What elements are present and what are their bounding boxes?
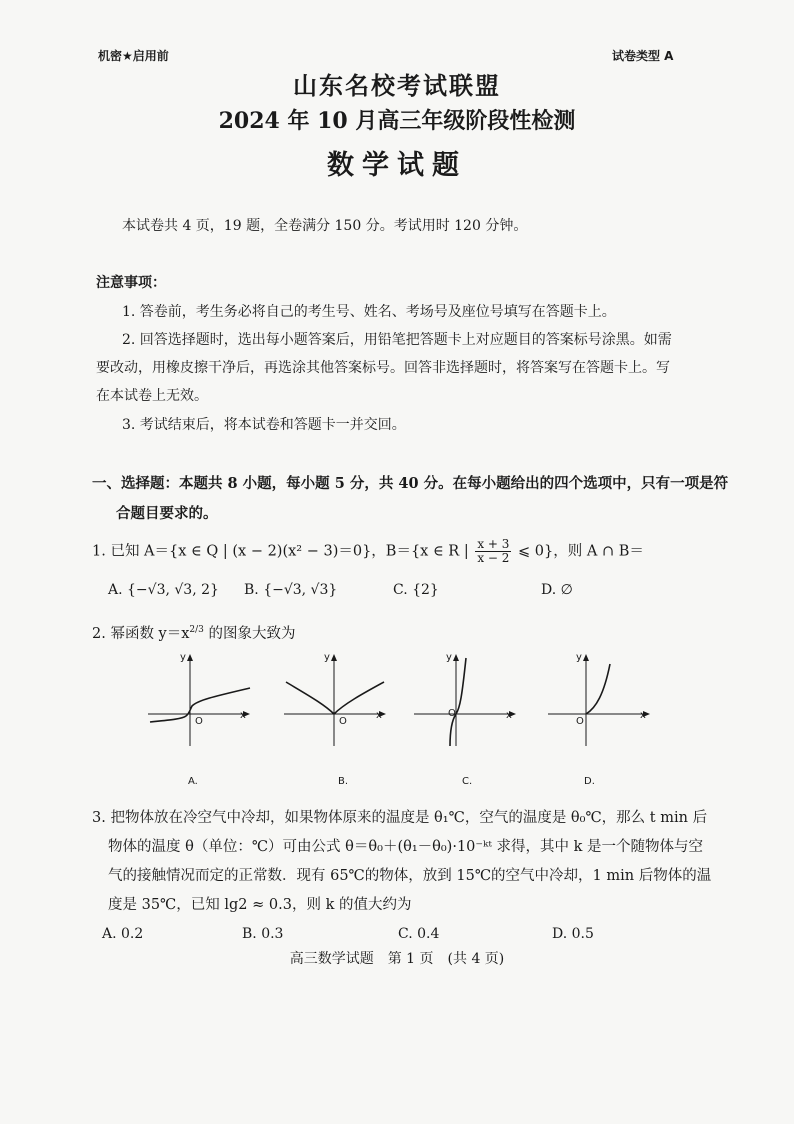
graph-c-y-label: y (446, 652, 452, 663)
q3-option-a: A. 0.2 (102, 926, 144, 942)
graph-a-x-label: x (240, 710, 246, 721)
question-1-fraction (475, 538, 511, 565)
q1-option-b: B. {−√3, √3} (244, 582, 338, 598)
question-2 (92, 622, 296, 643)
question-1 (92, 538, 644, 565)
notice-item-2-line-2: 要改动，用橡皮擦干净后，再选涂其他答案标号。回答非选择题时，将答案写在答题卡上。写 (96, 360, 670, 376)
paper-type-label: 试卷类型 A (612, 49, 674, 63)
exam-org-title: 山东名校考试联盟 (293, 71, 501, 100)
graph-d-y-label: y (576, 652, 582, 663)
graph-c (412, 650, 522, 787)
notice-item-3: 3. 考试结束后，将本试卷和答题卡一并交回。 (122, 417, 406, 433)
graph-c-option-label: C. (462, 776, 473, 787)
graph-d-x-label: x (640, 710, 646, 721)
notice-item-1: 1. 答卷前，考生务必将自己的考生号、姓名、考场号及座位号填写在答题卡上。 (122, 304, 616, 320)
q3-option-b: B. 0.3 (242, 926, 284, 942)
confidential-label: 机密★启用前 (98, 49, 169, 63)
graph-b-y-label: y (324, 652, 330, 663)
fraction-numerator: x + 3 (477, 537, 510, 551)
q1-option-a: A. {−√3, √3, 2} (108, 582, 219, 598)
graph-d-origin: O (576, 716, 584, 727)
question-3-line-3: 气的接触情况而定的正常数．现有 65℃的物体，放到 15℃的空气中冷却，1 min 后物体的温 (108, 868, 712, 884)
q3-option-d: D. 0.5 (552, 926, 594, 942)
exam-date-title: 2024 年 10 月高三年级阶段性检测 (218, 108, 576, 134)
graph-d (546, 650, 656, 787)
graph-d-option-label: D. (584, 776, 595, 787)
q1-option-d: D. ∅ (541, 582, 573, 598)
notice-item-2-line-1: 2. 回答选择题时，选出每小题答案后，用铅笔把答题卡上对应题目的答案标号涂黑。如需 (122, 332, 672, 348)
graph-a-y-label: y (180, 652, 186, 663)
graph-b-origin: O (339, 716, 347, 727)
question-2-exponent: 2/3 (189, 625, 204, 636)
q1-option-c: C. {2} (393, 582, 439, 598)
section-1-heading: 一、选择题：本题共 8 小题，每小题 5 分，共 40 分。在每小题给出的四个选项中，只有一项是符 (92, 475, 729, 492)
question-3-line-1: 3. 把物体放在冷空气中冷却，如果物体原来的温度是 θ₁℃，空气的温度是 θ₀℃，那么 t min 后 (92, 810, 708, 826)
exam-intro: 本试卷共 4 页，19 题，全卷满分 150 分。考试用时 120 分钟。 (122, 218, 528, 234)
graph-c-x-label: x (506, 710, 512, 721)
section-1-heading-cont: 合题目要求的。 (116, 505, 218, 522)
subject-title: 数学试题 (327, 150, 467, 181)
page-footer: 高三数学试题 第 1 页 (共 4 页) (289, 951, 505, 967)
graph-a-origin: O (195, 716, 203, 727)
question-1-prefix: 1. 已知 A＝{x ∈ Q | (x − 2)(x² − 3)＝0}，B＝{x ∈ R | (92, 543, 469, 560)
question-3-line-4: 度是 35℃，已知 lg2 ≈ 0.3，则 k 的值大约为 (108, 897, 412, 913)
question-2-prefix: 2. 幂函数 y＝x (92, 626, 190, 642)
q3-option-c: C. 0.4 (398, 926, 440, 942)
question-1-suffix: ⩽ 0}，则 A ∩ B＝ (518, 543, 644, 560)
graph-b-x-label: x (376, 710, 382, 721)
fraction-denominator: x − 2 (477, 551, 510, 565)
graph-b (282, 650, 392, 787)
notice-heading: 注意事项： (96, 275, 166, 291)
question-2-suffix: 的图象大致为 (203, 626, 296, 642)
notice-item-2-line-3: 在本试卷上无效。 (96, 388, 208, 404)
graph-c-origin: O (448, 708, 456, 719)
graph-a (146, 650, 256, 787)
graph-b-option-label: B. (338, 776, 349, 787)
graph-a-option-label: A. (188, 776, 198, 787)
question-3-line-2: 物体的温度 θ（单位：℃）可由公式 θ＝θ₀＋(θ₁－θ₀)·10⁻ᵏᵗ 求得，其中 k 是一个随物体与空 (108, 839, 704, 855)
show-through-texture (540, 200, 544, 213)
